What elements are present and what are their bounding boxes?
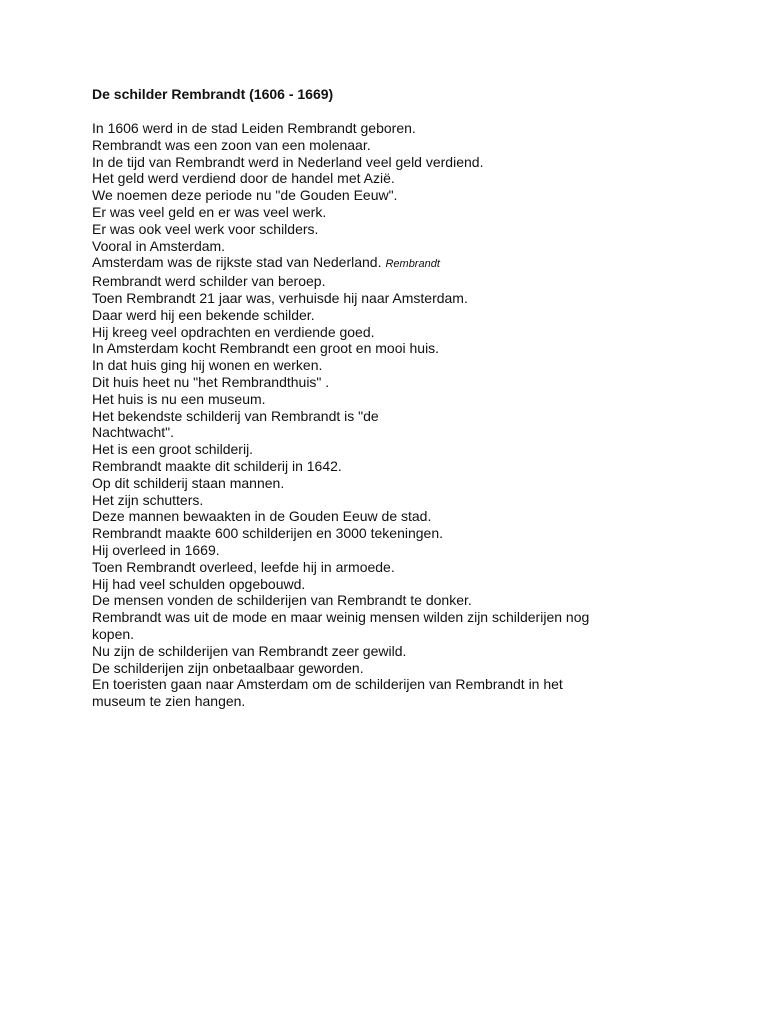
document-body [92,120,692,710]
body-line: Toen Rembrandt overleed, leefde hij in armoede. [92,558,395,575]
body-line: Amsterdam was de rijkste stad van Nederland. [92,254,382,271]
body-line: Er was ook veel werk voor schilders. [92,220,319,237]
body-line: Nachtwacht". [92,424,175,441]
body-line: Het geld werd verdiend door de handel met Azië. [92,170,395,187]
body-line: Deze mannen bewaakten in de Gouden Eeuw de stad. [92,508,432,525]
body-line: Rembrandt was een zoon van een molenaar. [92,136,371,153]
body-line: Het zijn schutters. [92,491,204,508]
body-line: In de tijd van Rembrandt werd in Nederland veel geld verdiend. [92,153,484,170]
body-line: Het huis is nu een museum. [92,390,266,407]
body-line: De schilderijen zijn onbetaalbaar geworden. [92,659,364,676]
body-line: Daar werd hij een bekende schilder. [92,306,315,323]
body-line: In dat huis ging hij wonen en werken. [92,357,323,374]
body-line: Dit huis heet nu "het Rembrandthuis" . [92,373,330,390]
body-line: Rembrandt werd schilder van beroep. [92,273,326,290]
body-line: In 1606 werd in de stad Leiden Rembrandt geboren. [92,120,416,136]
body-line: Hij had veel schulden opgebouwd. [92,575,306,592]
body-line: museum te zien hangen. [92,693,246,710]
body-line: In Amsterdam kocht Rembrandt een groot en mooi huis. [92,340,440,357]
body-line: Het is een groot schilderij. [92,441,254,458]
body-line: kopen. [92,625,135,642]
body-line: Vooral in Amsterdam. [92,237,226,254]
image-caption: Rembrandt [385,258,440,271]
body-line-with-caption [92,254,692,273]
body-line: Er was veel geld en er was veel werk. [92,203,327,220]
body-line: Rembrandt maakte dit schilderij in 1642. [92,457,342,474]
body-line: Rembrandt maakte 600 schilderijen en 3000 tekeningen. [92,525,444,542]
body-line: We noemen deze periode nu "de Gouden Eeuw". [92,187,398,204]
body-line: En toeristen gaan naar Amsterdam om de schilderijen van Rembrandt in het [92,676,563,693]
document-page [92,86,692,710]
body-line: De mensen vonden de schilderijen van Rembrandt te donker. [92,592,472,609]
body-line: Toen Rembrandt 21 jaar was, verhuisde hij naar Amsterdam. [92,289,468,306]
body-line: Op dit schilderij staan mannen. [92,474,285,491]
document-title: De schilder Rembrandt (1606 - 1669) [92,86,334,102]
body-line: Nu zijn de schilderijen van Rembrandt zeer gewild. [92,642,407,659]
body-line: Hij kreeg veel opdrachten en verdiende goed. [92,323,375,340]
body-line: Rembrandt was uit de mode en maar weinig mensen wilden zijn schilderijen nog [92,609,590,626]
body-line: Het bekendste schilderij van Rembrandt is "de [92,407,379,424]
body-line: Hij overleed in 1669. [92,541,220,558]
